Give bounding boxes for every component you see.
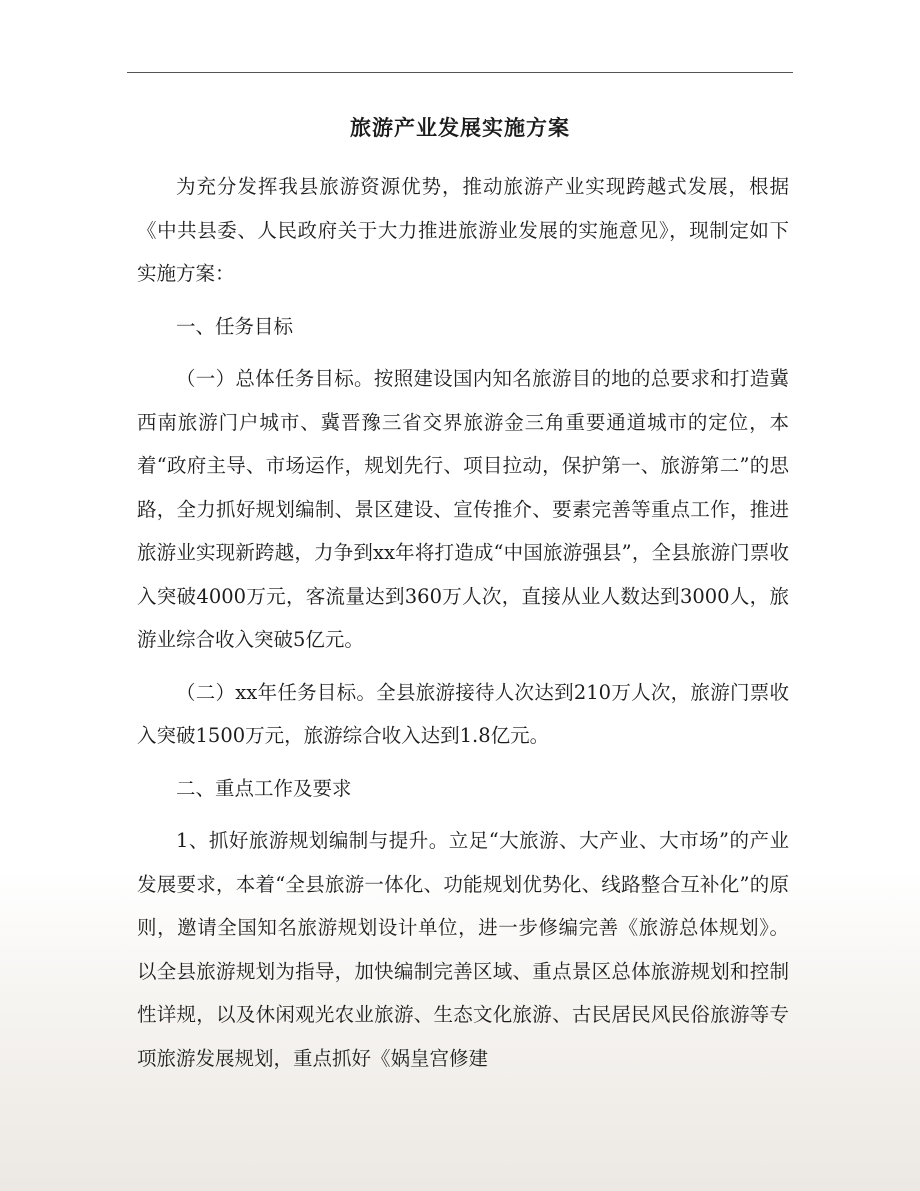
document-body [137, 165, 789, 1089]
header-rule [127, 72, 793, 73]
intro-paragraph: 为充分发挥我县旅游资源优势，推动旅游产业实现跨越式发展，根据《中共县委、人民政府关于大力推进旅游业发展的实施意见》，现制定如下实施方案： [137, 175, 789, 285]
section-heading-2: 二、重点工作及要求 [176, 776, 352, 800]
document-title: 旅游产业发展实施方案 [350, 115, 570, 140]
section-heading-1: 一、任务目标 [176, 314, 294, 338]
paragraph-planning: 1、抓好旅游规划编制与提升。立足“大旅游、大产业、大市场”的产业发展要求，本着“全县旅游一体化、功能规划优势化、线路整合互补化”的原则，邀请全国知名旅游规划设计单位，进一步修编完善《旅游总体规划》。以全县旅游规划为指导，加快编制完善区域、重点景区总体旅游规划和控制性详规，以及休闲观光农业旅游、生态文化旅游、古民居民风民俗旅游等专项旅游发展规划，重点抓好《娲皇宫修建 [137, 829, 789, 1070]
paragraph-annual-goal: （二）xx年任务目标。全县旅游接待人次达到210万人次，旅游门票收入突破1500万元，旅游综合收入达到1.8亿元。 [137, 680, 789, 747]
paragraph-overall-goal: （一）总体任务目标。按照建设国内知名旅游目的地的总要求和打造冀西南旅游门户城市、冀晋豫三省交界旅游金三角重要通道城市的定位，本着“政府主导、市场运作，规划先行、项目拉动，保护第一、旅游第二”的思路，全力抓好规划编制、景区建设、宣传推介、要素完善等重点工作，推进旅游业实现新跨越，力争到xx年将打造成“中国旅游强县”，全县旅游门票收入突破4000万元，客流量达到360万人次，直接从业人数达到3000人，旅游业综合收入突破5亿元。 [137, 367, 789, 651]
